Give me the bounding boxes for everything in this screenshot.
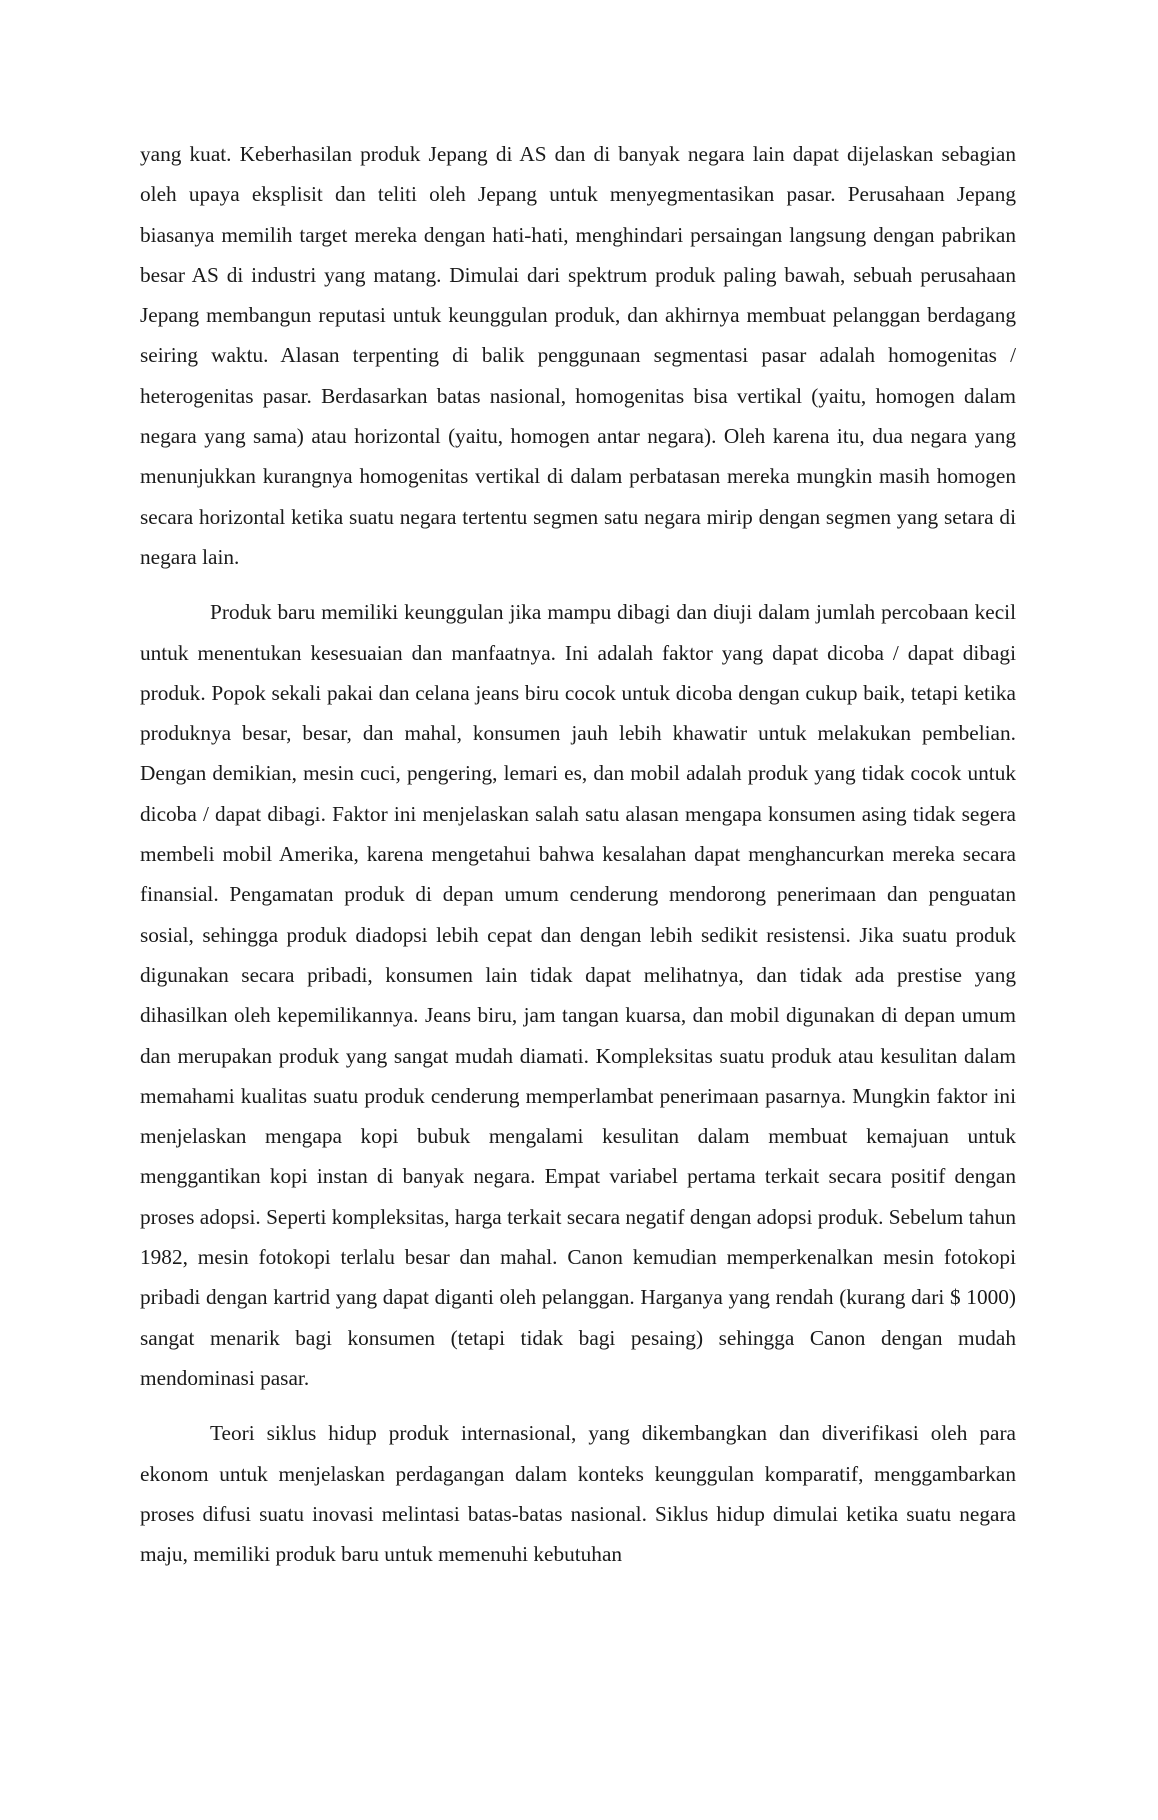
paragraph-1: yang kuat. Keberhasilan produk Jepang di AS dan di banyak negara lain dapat dijelaskan sebagian oleh upaya eksplisit dan teliti oleh Jepang untuk menyegmentasikan pasar. Perusahaan Jepang biasanya memilih target mereka dengan hati-hati, menghindari persaingan langsung dengan pabrikan besar AS di industri yang matang. Dimulai dari spektrum produk paling bawah, sebuah perusahaan Jepang membangun reputasi untuk keunggulan produk, dan akhirnya membuat pelanggan berdagang seiring waktu. Alasan terpenting di balik penggunaan segmentasi pasar adalah homogenitas / heterogenitas pasar. Berdasarkan batas nasional, homogenitas bisa vertikal (yaitu, homogen dalam negara yang sama) atau horizontal (yaitu, homogen antar negara). Oleh karena itu, dua negara yang menunjukkan kurangnya homogenitas vertikal di dalam perbatasan mereka mungkin masih homogen secara horizontal ketika suatu negara tertentu segmen satu negara mirip dengan segmen yang setara di negara lain. [140, 142, 1016, 569]
document-body [140, 134, 1016, 1589]
paragraph-2: Produk baru memiliki keunggulan jika mampu dibagi dan diuji dalam jumlah percobaan kecil untuk menentukan kesesuaian dan manfaatnya. Ini adalah faktor yang dapat dicoba / dapat dibagi produk. Popok sekali pakai dan celana jeans biru cocok untuk dicoba dengan cukup baik, tetapi ketika produknya besar, besar, dan mahal, konsumen jauh lebih khawatir untuk melakukan pembelian. Dengan demikian, mesin cuci, pengering, lemari es, dan mobil adalah produk yang tidak cocok untuk dicoba / dapat dibagi. Faktor ini menjelaskan salah satu alasan mengapa konsumen asing tidak segera membeli mobil Amerika, karena mengetahui bahwa kesalahan dapat menghancurkan mereka secara finansial. Pengamatan produk di depan umum cenderung mendorong penerimaan dan penguatan sosial, sehingga produk diadopsi lebih cepat dan dengan lebih sedikit resistensi. Jika suatu produk digunakan secara pribadi, konsumen lain tidak dapat melihatnya, dan tidak ada prestise yang dihasilkan oleh kepemilikannya. Jeans biru, jam tangan kuarsa, dan mobil digunakan di depan umum dan merupakan produk yang sangat mudah diamati. Kompleksitas suatu produk atau kesulitan dalam memahami kualitas suatu produk cenderung memperlambat penerimaan pasarnya. Mungkin faktor ini menjelaskan mengapa kopi bubuk mengalami kesulitan dalam membuat kemajuan untuk menggantikan kopi instan di banyak negara. Empat variabel pertama terkait secara positif dengan proses adopsi. Seperti kompleksitas, harga terkait secara negatif dengan adopsi produk. Sebelum tahun 1982, mesin fotokopi terlalu besar dan mahal. Canon kemudian memperkenalkan mesin fotokopi pribadi dengan kartrid yang dapat diganti oleh pelanggan. Harganya yang rendah (kurang dari $ 1000) sangat menarik bagi konsumen (tetapi tidak bagi pesaing) sehingga Canon dengan mudah mendominasi pasar. [140, 600, 1016, 1390]
paragraph-3: Teori siklus hidup produk internasional, yang dikembangkan dan diverifikasi oleh para ekonom untuk menjelaskan perdagangan dalam konteks keunggulan komparatif, menggambarkan proses difusi suatu inovasi melintasi batas-batas nasional. Siklus hidup dimulai ketika suatu negara maju, memiliki produk baru untuk memenuhi kebutuhan [140, 1421, 1016, 1567]
